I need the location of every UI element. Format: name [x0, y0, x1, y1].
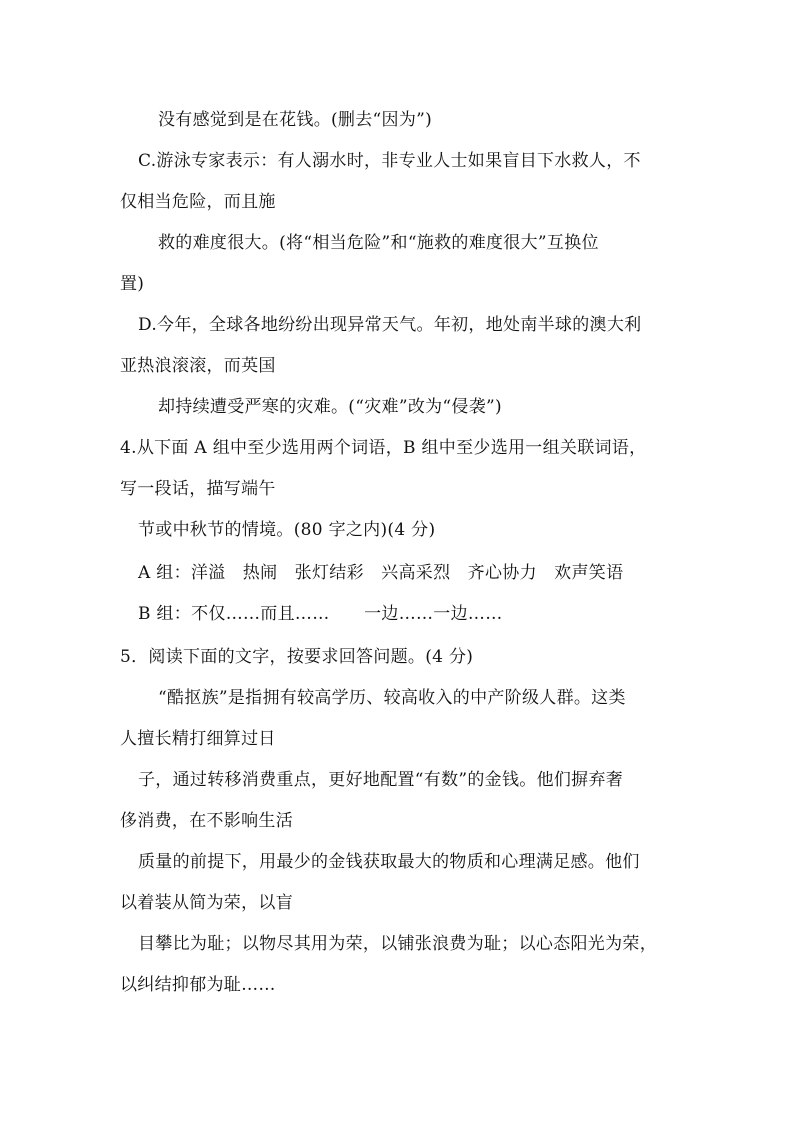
text-line: 子，通过转移消费重点，更好地配置“有数”的金钱。他们摒弃奢: [138, 770, 624, 790]
text-line: 却持续遭受严寒的灾难。(“灾难”改为“侵袭”): [158, 397, 502, 417]
text-line: 仅相当危险，而且施: [120, 192, 276, 212]
text-line: 以纠结抑郁为耻……: [120, 975, 276, 995]
text-line: 写一段话，描写端午: [120, 479, 276, 499]
question-4-line: 4.从下面 A 组中至少选用两个词语，B 组中至少选用一组关联词语，: [120, 438, 647, 458]
text-line: 目攀比为耻；以物尽其用为荣，以铺张浪费为耻；以心态阳光为荣，: [138, 934, 657, 954]
text-line: 质量的前提下，用最少的金钱获取最大的物质和心理满足感。他们: [138, 852, 640, 872]
text-line: “酷抠族”是指拥有较高学历、较高收入的中产阶级人群。这类: [158, 688, 626, 708]
text-line: 置): [120, 274, 145, 294]
question-5-line: 5．阅读下面的文字，按要求回答问题。(4 分): [120, 647, 474, 667]
text-line: 亚热浪滚滚，而英国: [120, 356, 276, 376]
text-line: 没有感觉到是在花钱。(删去“因为”): [158, 110, 433, 130]
text-line: 以着装从简为荣，以盲: [120, 893, 293, 913]
text-line: D.今年，全球各地纷纷出现异常天气。年初，地处南半球的澳大利: [138, 315, 642, 335]
text-line: 人擅长精打细算过日: [120, 729, 276, 749]
text-line: C.游泳专家表示：有人溺水时，非专业人士如果盲目下水救人，不: [138, 151, 641, 171]
text-line: 救的难度很大。(将“相当危险”和“施救的难度很大”互换位: [158, 233, 599, 253]
text-line: 侈消费，在不影响生活: [120, 811, 293, 831]
text-line: 节或中秋节的情境。(80 字之内)(4 分): [138, 520, 436, 540]
group-b-line: B 组：不仅……而且…… 一边……一边……: [138, 604, 503, 624]
group-a-line: A 组：洋溢 热闹 张灯结彩 兴高采烈 齐心协力 欢声笑语: [138, 563, 624, 583]
